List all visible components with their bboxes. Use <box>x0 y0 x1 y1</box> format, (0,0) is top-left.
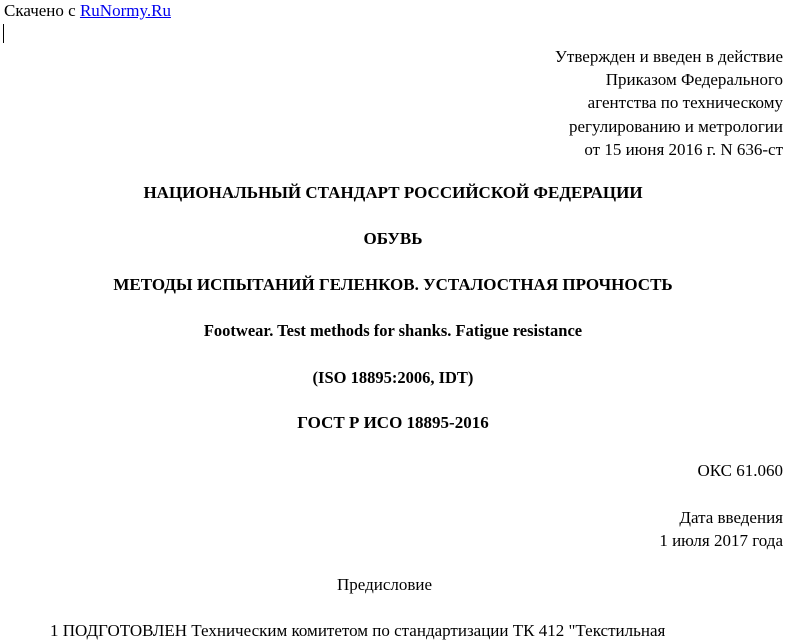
oks-code: ОКС 61.060 <box>697 461 783 480</box>
foreword-heading: Предисловие <box>337 575 433 594</box>
approval-line: агентства по техническому <box>587 93 783 113</box>
foreword-paragraph: 1 ПОДГОТОВЛЕН Техническим комитетом по стандартизации ТК 412 "Текстильная <box>50 621 666 640</box>
approval-block <box>555 45 783 161</box>
intro-date-block <box>659 506 783 552</box>
approval-line: Утвержден и введен в действие <box>554 47 783 66</box>
approval-line: Приказом Федерального <box>605 70 783 90</box>
subject-title: ОБУВЬ <box>363 229 423 248</box>
download-source-line <box>4 1 171 21</box>
iso-reference: (ISO 18895:2006, IDT) <box>312 368 474 387</box>
standard-title: НАЦИОНАЛЬНЫЙ СТАНДАРТ РОССИЙСКОЙ ФЕДЕРАЦИИ <box>143 183 643 202</box>
intro-date-value: 1 июля 2017 года <box>659 531 783 550</box>
text-cursor <box>3 24 4 43</box>
runormy-link[interactable]: RuNormy.Ru <box>79 1 171 20</box>
approval-line: регулированию и метрологии <box>568 116 783 136</box>
method-title: МЕТОДЫ ИСПЫТАНИЙ ГЕЛЕНКОВ. УСТАЛОСТНАЯ ПРОЧНОСТЬ <box>113 275 673 294</box>
gost-number: ГОСТ Р ИСО 18895-2016 <box>297 413 489 432</box>
download-source-prefix: Скачено с <box>4 1 76 20</box>
intro-date-label: Дата введения <box>679 508 783 527</box>
approval-line: от 15 июня 2016 г. N 636-ст <box>584 139 783 159</box>
english-title: Footwear. Test methods for shanks. Fatigue resistance <box>203 321 583 340</box>
